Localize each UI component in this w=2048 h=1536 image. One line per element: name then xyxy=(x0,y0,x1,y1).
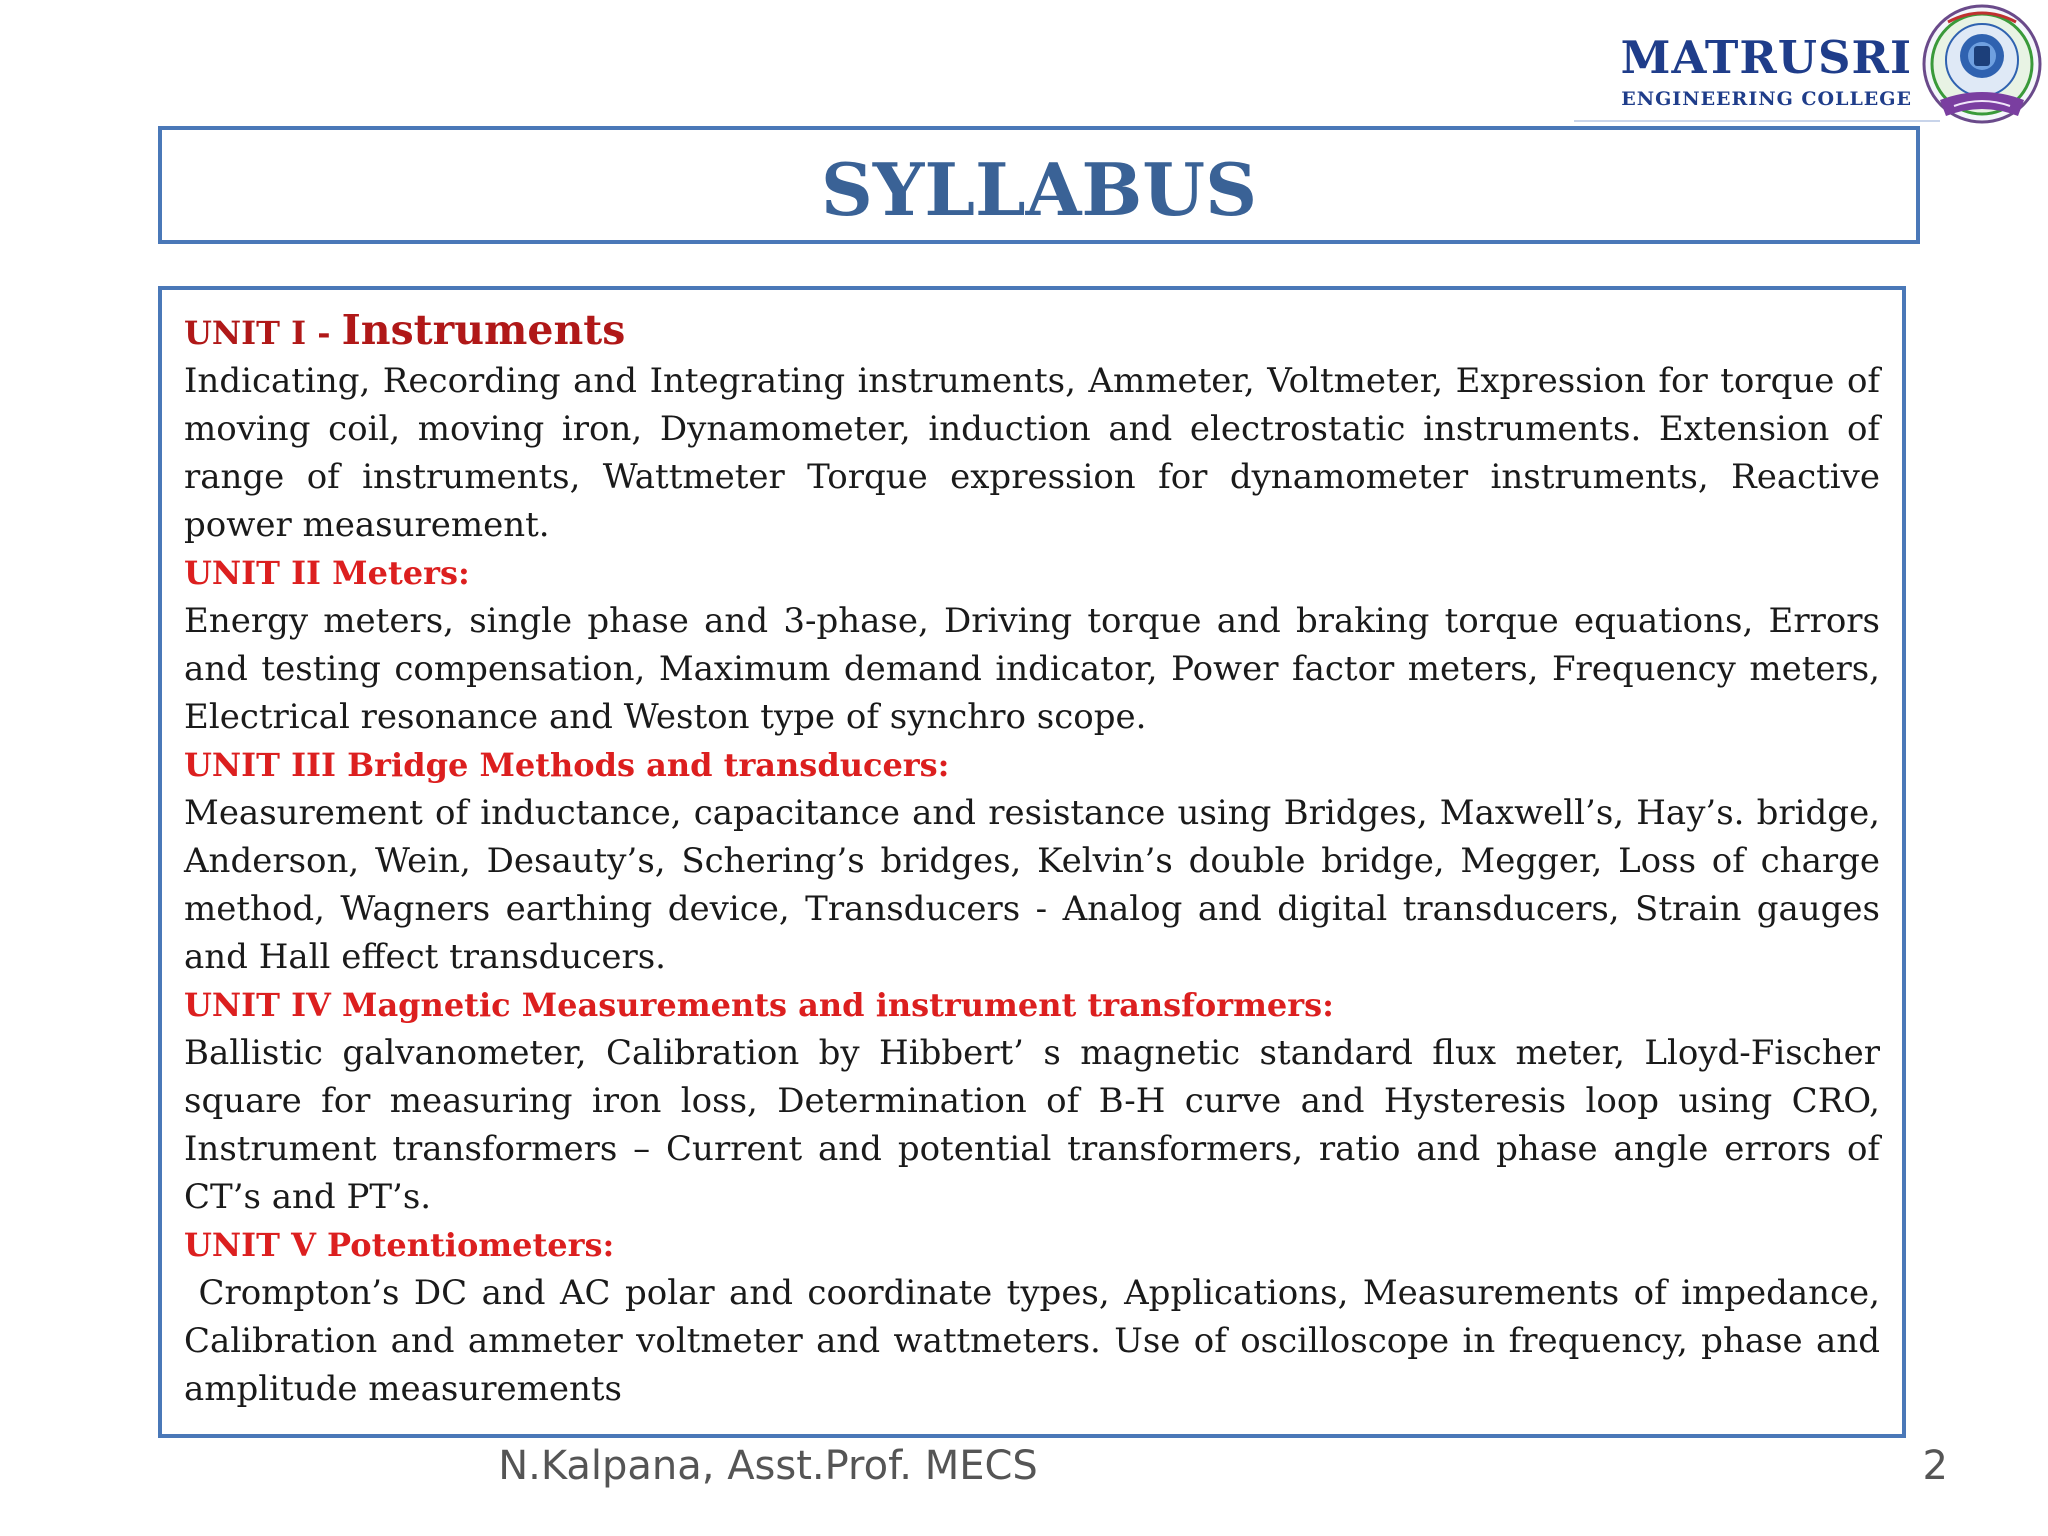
unit-3-description: Measurement of inductance, capacitance and resistance using Bridges, Maxwell’s, Hay’s. bridge, Anderson, Wein, Desauty’s, Schering’s bridges, Kelvin’s double bridge, Megger, Loss of charge method, Wagners earthing device, Transducers - Analog and digital transducers, Strain gauges and Hall effect transducers. xyxy=(184,793,1880,977)
unit-4-heading: UNIT IV Magnetic Measurements and instrument transformers: xyxy=(184,986,1334,1024)
title-frame xyxy=(158,126,1920,244)
syllabus-content xyxy=(184,306,1891,1413)
unit-1-prefix: UNIT I - xyxy=(184,314,342,352)
brand-subtitle: ENGINEERING COLLEGE xyxy=(1621,88,1912,110)
page-number: 2 xyxy=(1922,1443,1948,1489)
college-seal-icon xyxy=(1918,2,2046,142)
syllabus-frame xyxy=(158,286,1906,1438)
unit-2-description: Energy meters, single phase and 3-phase, Driving torque and braking torque equations, Errors and testing compensation, Maximum demand indicator, Power factor meters, Frequency meters, Electrical resonance and Weston type of synchro scope. xyxy=(184,601,1880,737)
unit-2-heading: UNIT II Meters: xyxy=(184,554,470,592)
footer-author: N.Kalpana, Asst.Prof. MECS xyxy=(498,1443,1038,1489)
unit-4-description: Ballistic galvanometer, Calibration by Hibbert’ s magnetic standard flux meter, Lloyd-Fischer square for measuring iron loss, Determination of B-H curve and Hysteresis loop using CRO, Instrument transformers – Current and potential transformers, ratio and phase angle errors of CT’s and PT’s. xyxy=(184,1033,1880,1217)
brand-divider xyxy=(1574,120,1940,122)
page-title: SYLLABUS xyxy=(820,147,1258,232)
unit-3-heading: UNIT III Bridge Methods and transducers: xyxy=(184,746,950,784)
unit-5-heading: UNIT V Potentiometers: xyxy=(184,1226,615,1264)
unit-1-heading xyxy=(184,306,1880,357)
brand-name: MATRUSRI xyxy=(1620,31,1912,84)
unit-5-description: Crompton’s DC and AC polar and coordinate types, Applications, Measurements of impedance, Calibration and ammeter voltmeter and wattmeters. Use of oscilloscope in frequency, phase and amplitude measurements xyxy=(184,1273,1891,1409)
unit-1-title: Instruments xyxy=(341,306,626,354)
unit-1-description: Indicating, Recording and Integrating instruments, Ammeter, Voltmeter, Expression for torque of moving coil, moving iron, Dynamometer, induction and electrostatic instruments. Extension of range of instruments, Wattmeter Torque expression for dynamometer instruments, Reactive power measurement. xyxy=(184,361,1880,545)
college-brand xyxy=(1621,30,1912,112)
